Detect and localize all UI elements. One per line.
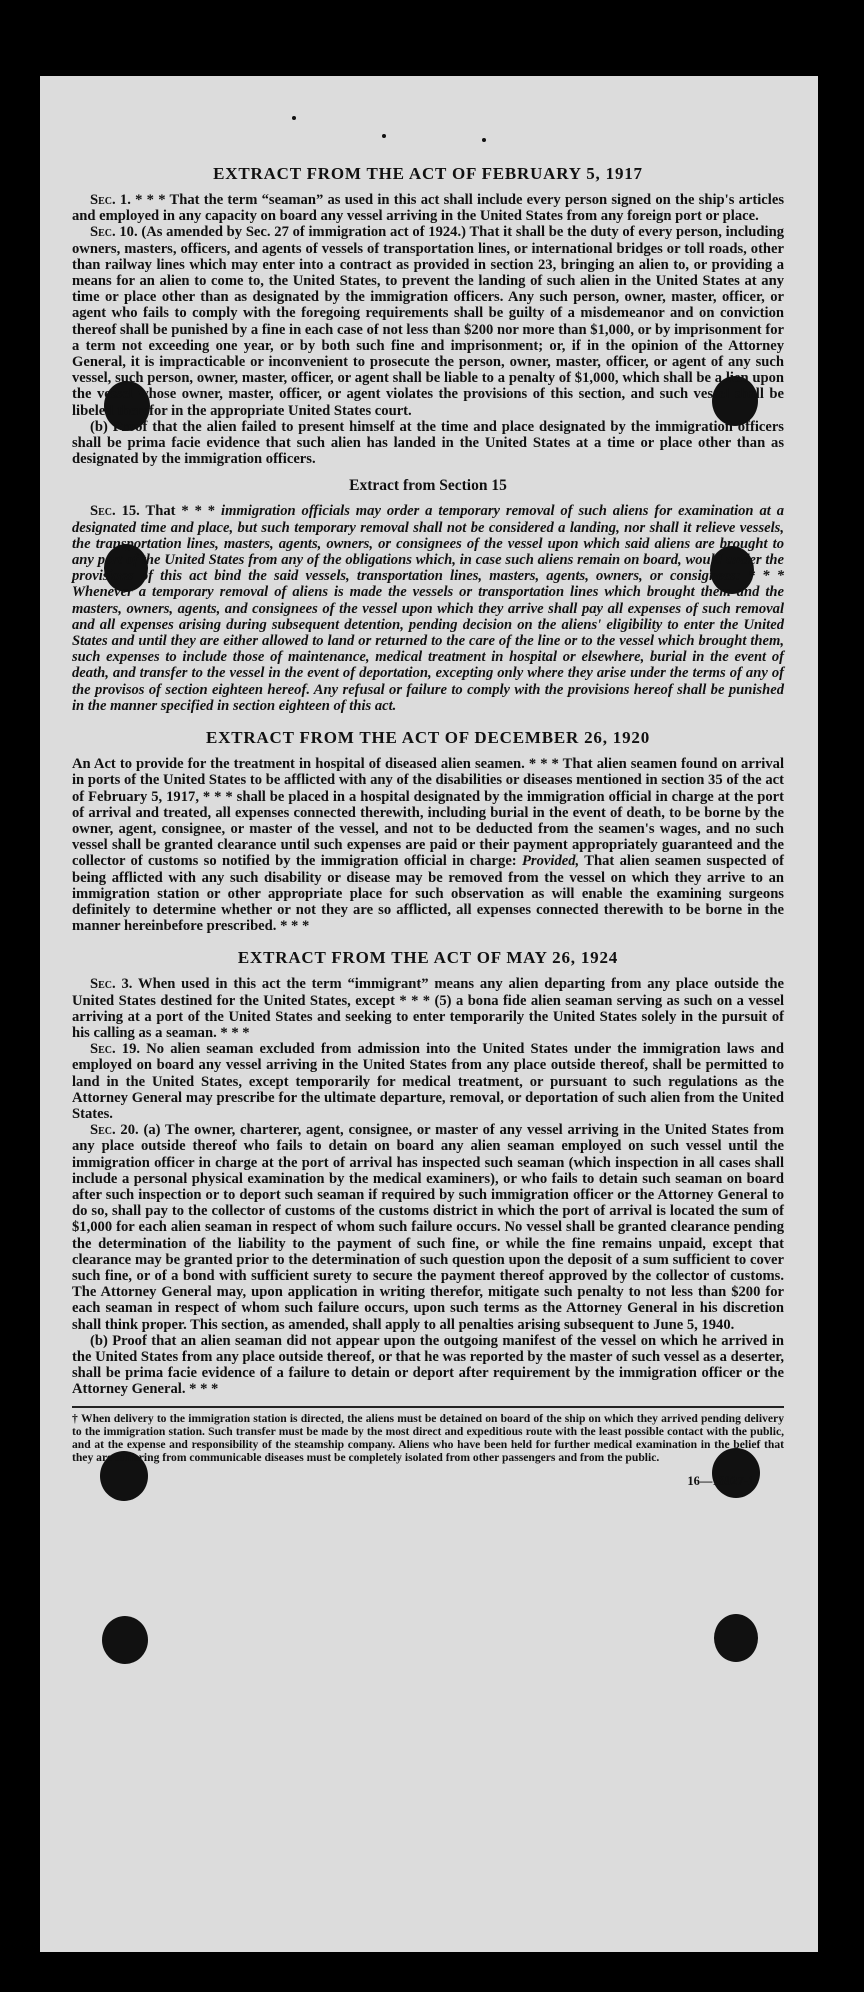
section-lead: That * * * [145, 503, 216, 520]
paragraph-sec-10-b: (b) Proof that the alien failed to present himself at the time and place designated by the immigration officers shall be prima facie evidence that such alien has landed in the United States at a time or place other than as designated by the immigration officers. [72, 418, 784, 468]
document-body [72, 164, 784, 1489]
paragraph-sec-15 [72, 503, 784, 714]
form-code: 16—18927-1 [687, 1473, 754, 1488]
section-label: Sec. 15. [90, 503, 140, 520]
paragraph-act-1920 [72, 756, 784, 934]
speck [292, 116, 296, 120]
section-text: When used in this act the term “immigrant” means any alien departing from any place outside the United States destined for the United States, except * * * (5) a bona fide alien seaman serving as such on a vessel arriving at a port of the United States and seeking to enter temporarily the United States solely in the pursuit of his calling as a seaman. * * * [72, 976, 784, 1041]
paragraph-sec-10 [72, 224, 784, 418]
section-label: Sec. 20. [90, 1122, 139, 1139]
section-label: Sec. 19. [90, 1041, 141, 1058]
heading-section-15: Extract from Section 15 [349, 477, 507, 495]
heading-act-1920: EXTRACT FROM THE ACT OF DECEMBER 26, 1920 [206, 728, 650, 748]
heading-act-1924: EXTRACT FROM THE ACT OF MAY 26, 1924 [237, 948, 619, 968]
speck [382, 134, 386, 138]
section-text: * * * That the term “seaman” as used in this act shall include every person signed on the ship's articles and employed in any capacity on board any vessel arriving in the United States from any foreign port or place. [72, 192, 784, 225]
paragraph-sec-20-b: (b) Proof that an alien seaman did not appear upon the outgoing manifest of the vessel on which he arrived in the United States from any place outside thereof, or that he was reported by the master of such vessel as a deserter, shall be prima facie evidence of a failure to detain or deport after requirement by the immigration officer or the Attorney General. * * * [72, 1332, 784, 1398]
section-label: Sec. 3. [90, 976, 133, 993]
section-text: immigration officials may order a temporary removal of such aliens for examination at a designated time and place, but such temporary removal shall not be considered a landing, nor shall it relieve vessels, the transportation lines, masters, agents, owners, or consignees of the vessel upon which said aliens are brought to any port of the United States from any of the obligations which, in case such aliens remain on board, would under the provisions of this act bind the said vessels, transportation lines, masters, agents, owners, or consignees: * * * Whenever a temporary removal of aliens is made the vessels or transportation lines which brought them and the masters, owners, agents, and consignees of the vessel upon which they arrive shall pay all expenses of such removal and all expenses arising during subsequent detention, pending decision on the aliens' eligibility to enter the United States and until they are either allowed to land or returned to the care of the line or to the vessel which brought them, such expenses to include those of maintenance, medical treatment in hospital or elsewhere, burial in the event of death, and transfer to the vessel in the event of deportation, excepting only where they arise under the terms of any of the provisos of section eighteen hereof. Any refusal or failure to comply with the provisions hereof shall be punished in the manner specified in section eighteen of this act. [72, 503, 784, 714]
document-sheet [40, 76, 818, 1952]
section-text: (As amended by Sec. 27 of immigration act of 1924.) That it shall be the duty of every person, including owners, masters, officers, and agents of vessels of transportation lines, or international bridges or toll roads, other than railway lines which may enter into a contract as provided in section 23, bringing an alien to, or providing a means for an alien to come to, the United States, to prevent the landing of such alien in the United States at any time or place other than as designated by the immigration officers. Any such person, owner, master, officer, or agent who fails to comply with the foregoing requirements shall be guilty of a misdemeanor and on conviction thereof shall be punished by a fine in each case of not less than $200 nor more than $1,000, or by imprisonment for a term not exceeding one year, or by both such fine and imprisonment; or, if in the opinion of the Attorney General, it is impracticable or inconvenient to prosecute the person, owner, master, officer, or agent of any such vessel, such person, owner, master, officer, or agent shall be liable to a penalty of $1,000, which shall be a lien upon the vessel whose owner, master, officer, or agent violates the provisions of this section, and such vessel shall be libeled therefor in the appropriate United States court. [72, 224, 784, 419]
section-text-2: That alien seamen suspected of being afflicted with any such disability or disease may be removed from the vessel on which they arrive to an immigration station or other appropriate place for such observation as will enable the examining surgeons definitely to determine whether or not they are so afflicted, all expenses connected therewith to be borne in the manner hereinbefore prescribed. * * * [72, 853, 784, 935]
section-text: No alien seaman excluded from admission into the United States under the immigration laws and employed on board any vessel arriving in the United States from any place outside thereof, shall be permitted to land in the United States, except temporarily for medical treatment, or pursuant to such regulations as the Attorney General may prescribe for the ultimate departure, removal, or deportation of such alien from the United States. [72, 1041, 784, 1122]
section-text: (a) The owner, charterer, agent, consignee, or master of any vessel arriving in the United States from any place outside thereof who fails to detain on board any alien seaman employed on such vessel until the immigration officer in charge at the port of arrival has inspected such seaman (which inspection in all cases shall include a personal physical examination by the medical examiners), or who fails to detain such seaman on board after such inspection or to deport such seaman if required by such immigration officer or the Attorney General to do so, shall pay to the collector of customs of the customs district in which the port of arrival is located the sum of $1,000 for each alien seaman in respect of whom such failure occurs. No vessel shall be granted clearance pending the determination of the liability to the payment of such fine, or while the fine remains unpaid, except that clearance may be granted prior to the determination of such question upon the deposit of a sum sufficient to cover such fine, or of a bond with sufficient surety to secure the payment thereof approved by the collector of customs. The Attorney General may, upon application in writing therefor, mitigate such penalty to not less than $200 for each seaman in respect of whom such failure occurs, upon such terms as the Attorney General in his discretion shall think proper. This section, as amended, shall apply to all penalties arising subsequent to June 5, 1940. [72, 1122, 784, 1333]
punch-hole [714, 1614, 758, 1662]
footnote: † When delivery to the immigration station is directed, the aliens must be detained on board of the ship on which they arrived pending delivery to the immigration station. Such transfer must be made by the most direct and expeditious route with the least possible contact with the public, and at the expense and responsibility of the steamship company. Aliens who have been held for further medical examination in the belief that they are suffering from communicable diseases must be completely isolated from other passengers and from the public. [72, 1411, 784, 1464]
paragraph-sec-1 [72, 192, 784, 224]
section-label: Sec. 1. [90, 192, 131, 208]
section-label: Sec. 10. [90, 224, 138, 241]
paragraph-sec-20 [72, 1122, 784, 1333]
paragraph-sec-19 [72, 1041, 784, 1122]
provided-label: Provided, [522, 853, 580, 870]
heading-act-1917: EXTRACT FROM THE ACT OF FEBRUARY 5, 1917 [213, 164, 643, 183]
punch-hole [102, 1616, 148, 1664]
speck [482, 138, 486, 142]
footnote-rule [72, 1406, 784, 1464]
paragraph-sec-3 [72, 976, 784, 1041]
section-text: An Act to provide for the treatment in hospital of diseased alien seamen. * * * That alien seamen found on arrival in ports of the United States to be afflicted with any of the disabilities or diseases mentioned in section 35 of the act of February 5, 1917, * * * shall be placed in a hospital designated by the immigration official in charge at the port of arrival and treated, all expenses connected therewith, including burial in the event of death, to be borne by the owner, agent, consignee, or master of the vessel, and not to be deducted from the seamen's wages, and no such vessel shall be granted clearance until such expenses are paid or their payment appropriately guaranteed and the collector of customs so notified by the immigration official in charge: [72, 756, 784, 870]
